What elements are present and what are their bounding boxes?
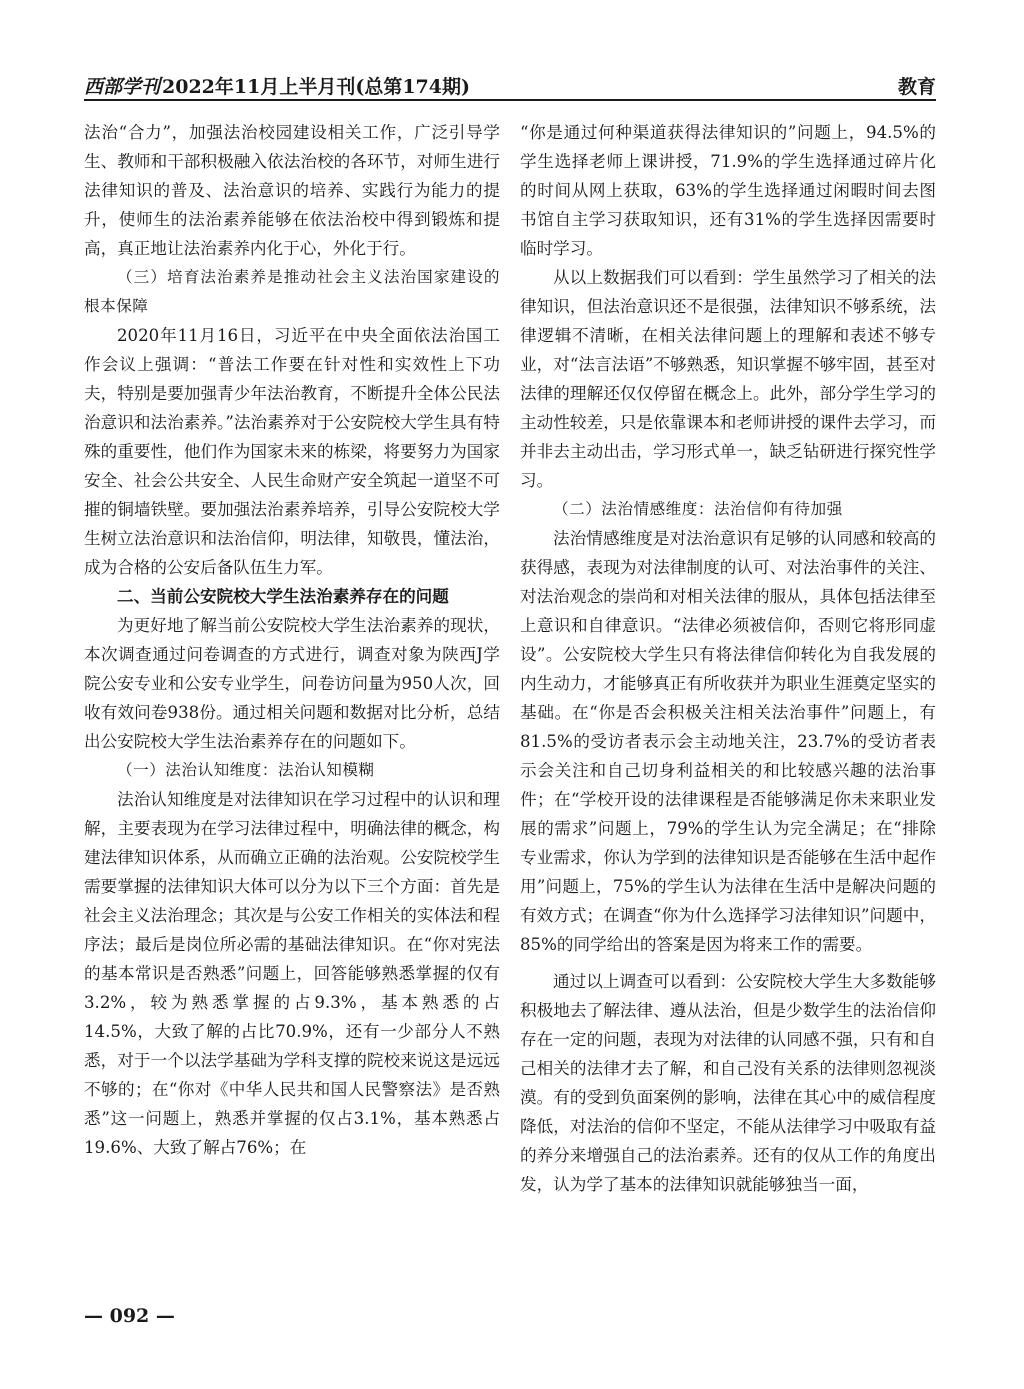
journal-brand-logo: 西部学刊 bbox=[84, 76, 161, 98]
paragraph: 通过以上调查可以看到：公安院校大学生大多数能够积极地去了解法律、遵从法治，但是少数学生的法治信仰存在一定的问题，表现为对法律的认同感不强，只有和自己相关的法律才去了解，和自己没有关系的法律则忽视淡漠。有的受到负面案例的影响，法律在其心中的威信程度降低，对法治的信仰不坚定，不能从法律学习中吸取有益的养分来增强自己的法治素养。还有的仅从工作的角度出发，认为学了基本的法律知识就能够独当一面， bbox=[520, 972, 936, 1194]
left-column bbox=[84, 118, 500, 1162]
paragraph: 为更好地了解当前公安院校大学生法治素养的现状，本次调查通过问卷调查的方式进行，调查对象为陕西J学院公安专业和公安专业学生，问卷访问量为950人次，回收有效问卷938份。通过相关问题和数据对比分析，总结出公安院校大学生法治素养存在的问题如下。 bbox=[84, 616, 500, 751]
right-column bbox=[520, 118, 936, 1199]
subsection-heading: （二）法治情感维度：法治信仰有待加强 bbox=[553, 500, 843, 518]
section-label: 教育 bbox=[897, 76, 936, 98]
paragraph: 从以上数据我们可以看到：学生虽然学习了相关的法律知识，但法治意识还不是很强，法律知识不够系统，法律逻辑不清晰，在相关法律问题上的理解和表述不够专业，对“法言法语”不够熟悉，知识掌握不够牢固，甚至对法律的理解还仅仅停留在概念上。此外，部分学生学习的主动性较差，只是依靠课本和老师讲授的课件去学习，而并非去主动出击，学习形式单一，缺乏钻研进行探究性学习。 bbox=[520, 268, 936, 490]
section-heading: 二、当前公安院校大学生法治素养存在的问题 bbox=[117, 586, 449, 606]
paragraph: 法治认知维度是对法律知识在学习过程中的认识和理解，主要表现为在学习法律过程中，明确法律的概念，构建法律知识体系，从而确立正确的法治观。公安院校学生需要掌握的法律知识大体可以分为以下三个方面：首先是社会主义法治理念；其次是与公安工作相关的实体法和程序法；最后是岗位所必需的基础法律知识。在“你对宪法的基本常识是否熟悉”问题上，回答能够熟悉掌握的仅有3.2%，较为熟悉掌握的占9.3%，基本熟悉的占14.5%，大致了解的占比70.9%，还有一少部分人不熟悉，对于一个以法学基础为学科支撑的院校来说这是远远不够的；在“你对《中华人民共和国人民警察法》是否熟悉”这一问题上，熟悉并掌握的仅占3.1%，基本熟悉占19.6%、大致了解占76%；在 bbox=[84, 790, 500, 1157]
paragraph: 法治情感维度是对法治意识有足够的认同感和较高的获得感，表现为对法律制度的认可、对法治事件的关注、对法治观念的崇尚和对相关法律的服从，具体包括法律至上意识和自律意识。“法律必须被信仰，否则它将形同虚设”。公安院校大学生只有将法律信仰转化为自我发展的内生动力，才能够真正有所收获并为职业生涯奠定坚实的基础。在“你是否会积极关注相关法治事件”问题上，有81.5%的受访者表示会主动地关注，23.7%的受访者表示会关注和自己切身利益相关的和比较感兴趣的法治事件；在“学校开设的法律课程是否能够满足你未来职业发展的需求”问题上，79%的学生认为完全满足；在“排除专业需求，你认为学到的法律知识是否能够在生活中起作用”问题上，75%的学生认为法律在生活中是解决问题的有效方式；在调查“你为什么选择学习法律知识”问题中，85%的同学给出的答案是因为将来工作的需要。 bbox=[520, 529, 936, 954]
subsection-heading: （三）培育法治素养是推动社会主义法治国家建设的根本保障 bbox=[84, 268, 500, 315]
paragraph: “你是通过何种渠道获得法律知识的”问题上，94.5%的学生选择老师上课讲授，71.9%的学生选择通过碎片化的时间从网上获取，63%的学生选择通过闲暇时间去图书馆自主学习获取知识，还有31%的学生选择因需要时临时学习。 bbox=[520, 123, 936, 258]
paragraph: 法治“合力”，加强法治校园建设相关工作，广泛引导学生、教师和干部积极融入依法治校的各环节，对师生进行法律知识的普及、法治意识的培养、实践行为能力的提升，使师生的法治素养能够在依法治校中得到锻炼和提高，真正地让法治素养内化于心，外化于行。 bbox=[84, 123, 500, 258]
running-header bbox=[84, 66, 936, 100]
journal-issue: 2022年11月上半月刊(总第174期) bbox=[162, 76, 470, 98]
subsection-heading: （一）法治认知维度：法治认知模糊 bbox=[117, 761, 375, 779]
header-rule bbox=[84, 99, 936, 101]
journal-title bbox=[84, 72, 470, 99]
paragraph: 2020年11月16日，习近平在中央全面依法治国工作会议上强调：“普法工作要在针对性和实效性上下功夫，特别是要加强青少年法治教育，不断提升全体公民法治意识和法治素养。”法治素养对于公安院校大学生具有特殊的重要性，他们作为国家未来的栋梁，将要努力为国家安全、社会公共安全、人民生命财产安全筑起一道坚不可摧的铜墙铁壁。要加强法治素养培养，引导公安院校大学生树立法治意识和法治信仰，明法律，知敬畏，懂法治，成为合格的公安后备队伍生力军。 bbox=[84, 326, 500, 577]
page-number: — 092 — bbox=[84, 1305, 175, 1327]
